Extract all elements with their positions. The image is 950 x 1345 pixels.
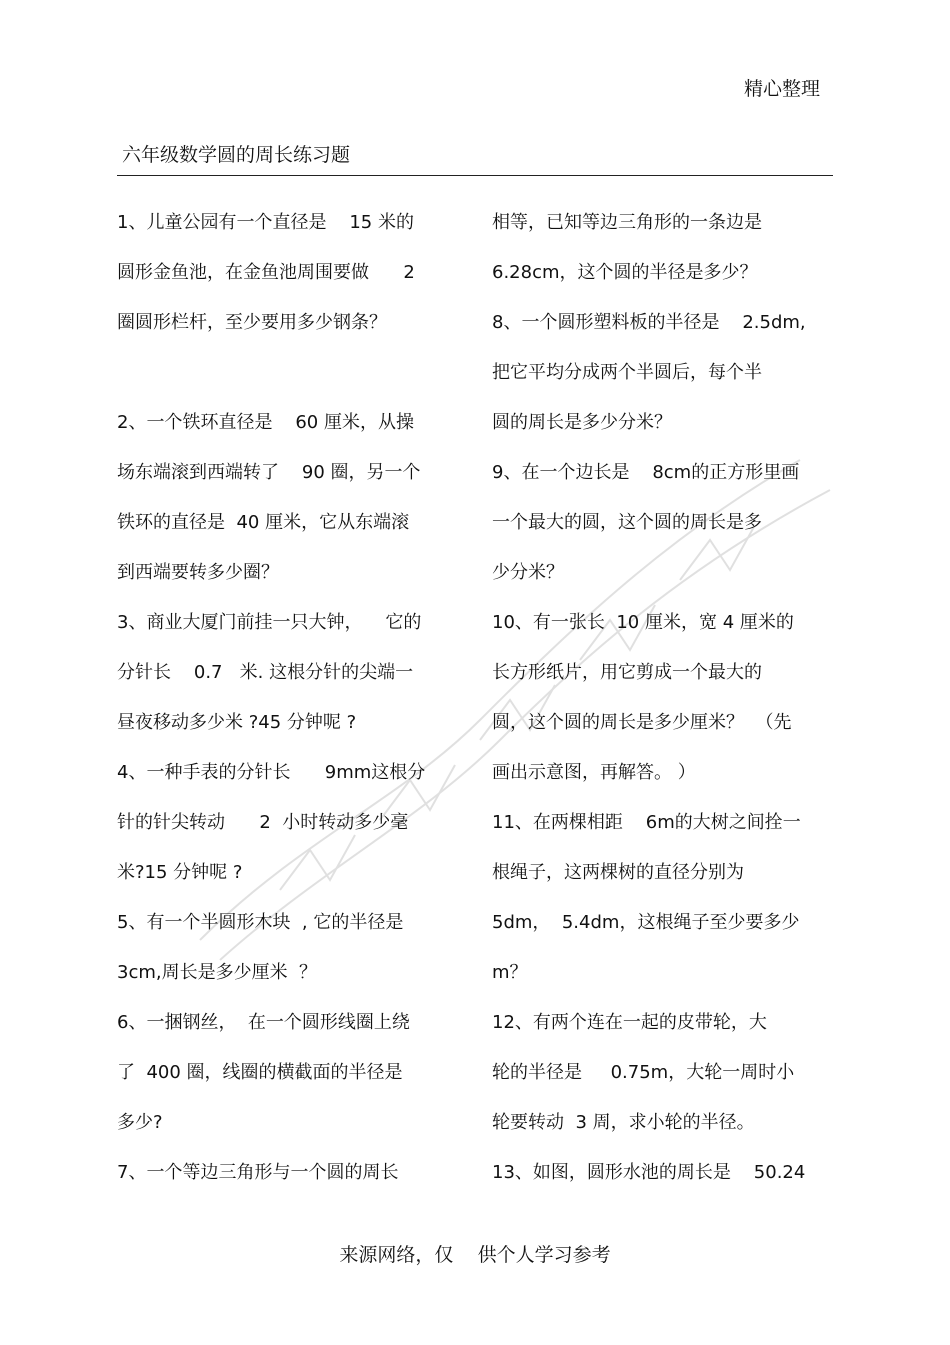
left-line — [117, 348, 467, 398]
left-line: 圆形金鱼池，在金鱼池周围要做 2 — [117, 262, 415, 283]
left-line: 多少? — [117, 1112, 163, 1133]
right-line: 13、如图，圆形水池的周长是 50.24 — [492, 1162, 806, 1183]
title-rule — [117, 175, 833, 176]
left-line: 米?15 分钟呢 ? — [117, 862, 243, 883]
right-line: 轮的半径是 0.75m，大轮一周时小 — [492, 1062, 795, 1083]
right-line: 圆的周长是多少分米？ — [492, 412, 672, 433]
left-line: 到西端要转多少圈？ — [117, 562, 279, 583]
left-line: 4、一种手表的分针长 9mm这根分 — [117, 762, 426, 783]
right-line: 8、一个圆形塑料板的半径是 2.5dm, — [492, 312, 806, 333]
left-line: 3、商业大厦门前挂一只大钟， 它的 — [117, 612, 422, 633]
left-line: 圈圆形栏杆，至少要用多少钢条？ — [117, 312, 387, 333]
left-line: 5、有一个半圆形木块 , 它的半径是 — [117, 912, 404, 933]
left-line: 昼夜移动多少米 ?45 分钟呢 ? — [117, 712, 357, 733]
right-line: 少分米？ — [492, 562, 564, 583]
left-line: 1、儿童公园有一个直径是 15 米的 — [117, 212, 414, 233]
right-line: 10、有一张长 10 厘米，宽 4 厘米的 — [492, 612, 794, 633]
header-note: 精心整理 — [744, 78, 821, 100]
left-line: 6、一捆钢丝， 在一个圆形线圈上绕 — [117, 1012, 410, 1033]
left-line: 针的针尖转动 2 小时转动多少毫 — [117, 812, 409, 833]
right-line: 画出示意图，再解答。 ） — [492, 762, 696, 783]
right-line: m？ — [492, 962, 528, 983]
right-line: 长方形纸片，用它剪成一个最大的 — [492, 662, 762, 683]
document-title: 六年级数学圆的周长练习题 — [122, 144, 351, 166]
footer-note: 来源网络，仅 供个人学习参考 — [339, 1244, 611, 1266]
right-column — [492, 198, 842, 1198]
left-line: 分针长 0.7 米. 这根分针的尖端一 — [117, 662, 414, 683]
right-line: 9、在一个边长是 8cm的正方形里画 — [492, 462, 800, 483]
right-line: 圆，这个圆的周长是多少厘米？ （先 — [492, 712, 792, 733]
right-line: 12、有两个连在一起的皮带轮，大 — [492, 1012, 767, 1033]
right-line: 11、在两棵相距 6m的大树之间拴一 — [492, 812, 801, 833]
right-line: 相等，已知等边三角形的一条边是 — [492, 212, 762, 233]
left-line: 场东端滚到西端转了 90 圈，另一个 — [117, 462, 421, 483]
right-line: 轮要转动 3 周，求小轮的半径。 — [492, 1112, 755, 1133]
left-line: 了 400 圈，线圈的横截面的半径是 — [117, 1062, 403, 1083]
left-column — [117, 198, 467, 1198]
left-line: 7、一个等边三角形与一个圆的周长 — [117, 1162, 399, 1183]
right-line: 根绳子，这两棵树的直径分别为 — [492, 862, 744, 883]
left-line: 2、一个铁环直径是 60 厘米，从操 — [117, 412, 414, 433]
left-line: 铁环的直径是 40 厘米，它从东端滚 — [117, 512, 410, 533]
left-line: 3cm,周长是多少厘米 ？ — [117, 962, 318, 983]
right-line: 一个最大的圆，这个圆的周长是多 — [492, 512, 762, 533]
right-line: 5dm， 5.4dm，这根绳子至少要多少 — [492, 912, 800, 933]
right-line: 6.28cm，这个圆的半径是多少？ — [492, 262, 758, 283]
right-line: 把它平均分成两个半圆后，每个半 — [492, 362, 762, 383]
